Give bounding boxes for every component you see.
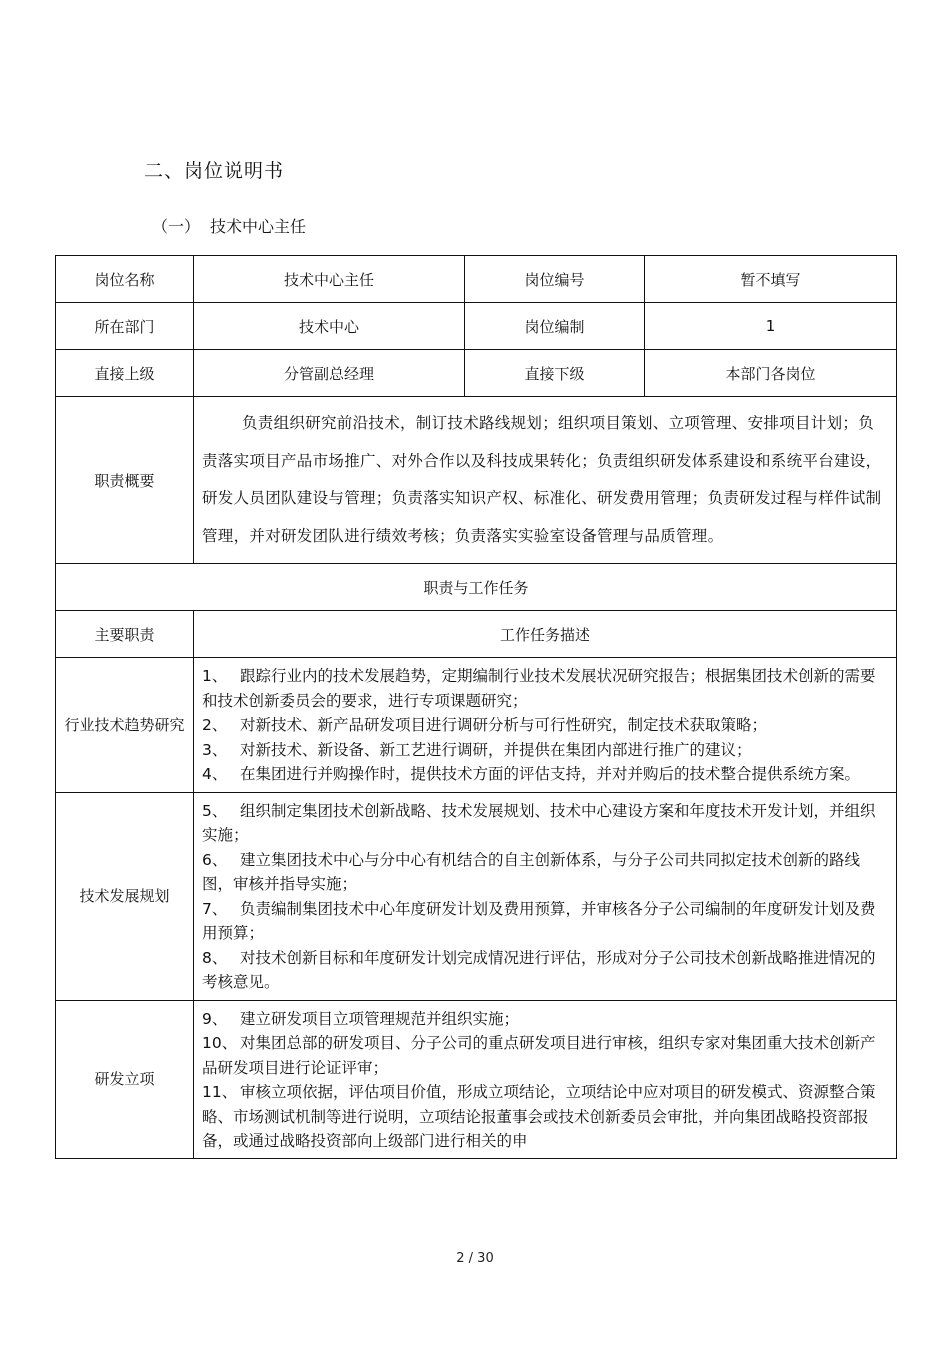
duty-description-clip	[202, 1007, 888, 1153]
main-duty-header: 主要职责	[56, 611, 194, 658]
page-number: 2 / 30	[456, 1251, 494, 1266]
task-desc-header: 工作任务描述	[194, 611, 897, 658]
subsection-title: 技术中心主任	[210, 217, 307, 236]
task-item	[202, 897, 888, 946]
department-label: 所在部门	[56, 303, 194, 350]
task-item	[202, 1007, 888, 1032]
task-text: 对技术创新目标和年度研发计划完成情况进行评估，形成对分子公司技术创新战略推进情况的考核意见。	[202, 948, 876, 991]
task-item	[202, 1080, 888, 1153]
task-text: 对新技术、新产品研发项目进行调研分析与可行性研究，制定技术获取策略；	[240, 716, 768, 734]
task-item	[202, 848, 888, 897]
position-code-value: 暂不填写	[645, 256, 897, 303]
task-item	[202, 946, 888, 995]
duties-header-row	[56, 611, 897, 658]
task-text: 对新技术、新设备、新工艺进行调研，并提供在集团内部进行推广的建议；	[240, 740, 752, 759]
task-number: 11、	[202, 1083, 238, 1101]
duty-row-project-approval	[56, 1000, 897, 1158]
position-name-value: 技术中心主任	[194, 256, 465, 303]
task-item	[202, 799, 888, 848]
task-text: 对集团总部的研发项目、分子公司的重点研发项目进行审核，组织专家对集团重大技术创新产品研发项目进行论证评审；	[202, 1034, 876, 1077]
task-item	[202, 738, 888, 763]
section-heading: 二、岗位说明书	[144, 160, 285, 182]
task-text: 建立集团技术中心与分中心有机结合的自主创新体系，与分子公司共同拟定技术创新的路线图，审核并指导实施；	[202, 850, 861, 893]
task-text: 在集团进行并购操作时，提供技术方面的评估支持，并对并购后的技术整合提供系统方案。	[240, 765, 861, 783]
task-item	[202, 664, 888, 713]
info-row-department	[56, 303, 897, 350]
summary-text: 负责组织研究前沿技术，制订技术路线规划；组织项目策划、立项管理、安排项目计划；负责落实项目产品市场推广、对外合作以及科技成果转化；负责组织研发体系建设和系统平台建设，研发人员团队建设与管理；负责落实知识产权、标准化、研发费用管理；负责研发过程与样件试制管理，并对研发团队进行绩效考核；负责落实实验室设备管理与品质管理。	[202, 414, 882, 545]
task-number: 3、	[202, 740, 228, 759]
subordinate-value: 本部门各岗位	[645, 350, 897, 397]
task-text: 负责编制集团技术中心年度研发计划及费用预算，并审核各分子公司编制的年度研发计划及费用预算；	[202, 899, 876, 942]
summary-row	[56, 397, 897, 564]
task-number: 4、	[202, 765, 228, 783]
task-number: 10、	[202, 1034, 238, 1052]
duty-label: 技术发展规划	[56, 792, 194, 1000]
duties-band-title: 职责与工作任务	[56, 564, 897, 611]
superior-value: 分管副总经理	[194, 350, 465, 397]
task-item	[202, 1031, 888, 1080]
info-row-reporting	[56, 350, 897, 397]
superior-label: 直接上级	[56, 350, 194, 397]
subsection-heading	[152, 214, 306, 237]
job-description-table	[55, 255, 897, 1159]
subsection-number: （一）	[152, 217, 201, 236]
task-text: 审核立项依据，评估项目价值，形成立项结论，立项结论中应对项目的研发模式、资源整合策略、市场测试机制等进行说明，立项结论报董事会或技术创新委员会审批，并向集团战略投资部报备，或通过战略投资部向上级部门进行相关的申	[202, 1083, 876, 1150]
task-number: 6、	[202, 850, 228, 869]
info-row-position	[56, 256, 897, 303]
task-item	[202, 713, 888, 738]
duties-band-row	[56, 564, 897, 611]
task-number: 8、	[202, 948, 228, 967]
task-item	[202, 762, 888, 787]
task-text: 组织制定集团技术创新战略、技术发展规划、技术中心建设方案和年度技术开发计划，并组织实施；	[202, 801, 876, 844]
duty-description	[194, 792, 897, 1000]
duty-label: 行业技术趋势研究	[56, 658, 194, 793]
task-number: 7、	[202, 899, 228, 918]
duty-description	[194, 658, 897, 793]
duty-description	[194, 1000, 897, 1158]
task-text: 建立研发项目立项管理规范并组织实施；	[240, 1009, 520, 1028]
task-number: 2、	[202, 716, 228, 734]
headcount-value: 1	[645, 303, 897, 350]
duty-row-trend	[56, 658, 897, 793]
subordinate-label: 直接下级	[465, 350, 645, 397]
summary-text-cell	[194, 397, 897, 564]
task-text: 跟踪行业内的技术发展趋势，定期编制行业技术发展状况研究报告；根据集团技术创新的需要和技术创新委员会的要求，进行专项课题研究；	[202, 667, 876, 710]
department-value: 技术中心	[194, 303, 465, 350]
position-name-label: 岗位名称	[56, 256, 194, 303]
headcount-label: 岗位编制	[465, 303, 645, 350]
summary-label: 职责概要	[56, 397, 194, 564]
duty-row-planning	[56, 792, 897, 1000]
position-code-label: 岗位编号	[465, 256, 645, 303]
task-number: 1、	[202, 667, 228, 685]
duty-label: 研发立项	[56, 1000, 194, 1158]
task-number: 5、	[202, 801, 228, 820]
task-number: 9、	[202, 1009, 228, 1028]
